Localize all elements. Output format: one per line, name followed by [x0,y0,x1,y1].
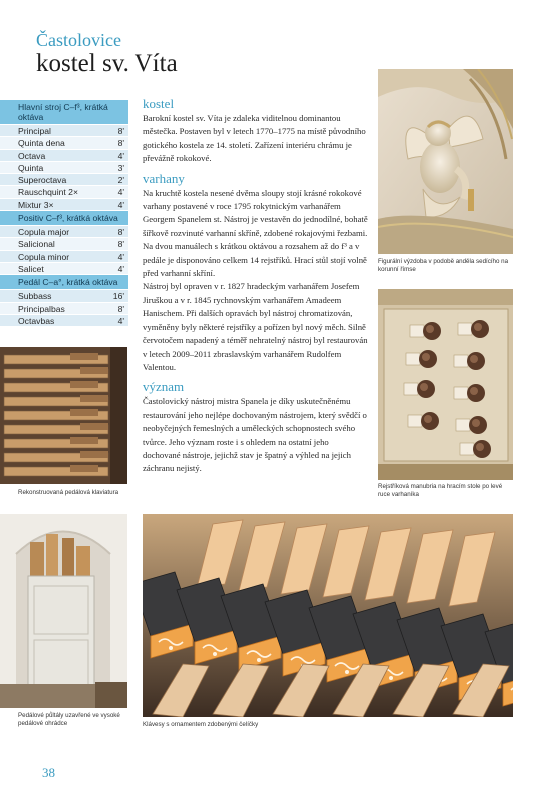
photo-pedal-towers [0,514,127,708]
stop-row [0,199,128,211]
caption-angel: Figurální výzdoba v podobě anděla sedícího na korunní římse [378,258,509,273]
photo-angel-sculpture [378,69,513,254]
stop-size: 8' [117,138,124,149]
stop-row [0,251,128,263]
stop-size: 8' [117,126,124,136]
photo-keyboard [143,514,513,717]
section-heading-kostel: kostel [143,96,175,111]
stop-name: Quinta dena [18,138,65,149]
stop-size: 4' [117,199,124,210]
stop-row [0,186,128,198]
stop-size: 4' [117,251,124,262]
caption-keyboard: Klávesy s ornamentem zdobenými čelíčky [143,721,259,728]
stop-size: 4' [117,315,124,326]
town-name: Častolovice [36,30,121,50]
section-heading-vyznam: význam [143,379,185,395]
manual2-header: Positiv C–f³, krátká oktáva [0,211,128,226]
stop-size: 8' [117,303,124,314]
page-number: 38 [42,765,55,780]
stop-name: Subbass [18,291,52,302]
photo-pedalboard [0,347,127,484]
pedal-header: Pedál C–a°, krátká oktáva [0,275,128,290]
stop-name: Principalbas [18,303,65,314]
stop-name: Superoctava [18,175,67,186]
stop-size: 16' [112,291,124,302]
photo-stop-knobs [378,289,513,480]
stop-list-table [0,100,128,327]
section-heading-varhany: varhany [143,170,185,186]
manual1-header: Hlavní stroj C–f³, krátká oktáva [0,100,128,125]
section-text-varhany-2: Nástroj byl opraven v r. 1827 hradeckým varhanářem Josefem Jiruškou a v r. 1845 rychnovským varhanářem Amadeem Hanischem. Při dalších opravách byl nástroj chromatizován, vyměněny byly některé rejstříky a pořízen byl nový měch. Silně červotočem napadený a téměř nehratelný nástroj byl restaurován v letech 2009–2011 zbraslavským varhanářem Rudolfem Valentou. [143,281,368,372]
stop-name: Octavbas [18,315,55,326]
stop-row [0,315,128,327]
section-text-varhany-1: Na kruchtě kostela nesené dvěma sloupy stojí krásné rokokové varhany postavené v roce 1795 rokytnickým varhanářem Georgem Spanelem st. Nástroj je vestavěn do jednodílné, bohatě šířkově rozvinuté varhanní skříně, zdobené rokajovými řezbami. Na dvou manuálech s krátkou oktávou a rozsahem až do f³ a v pedále je disponováno celkem 14 rejstříků. Hrací stůl stojí volně před varhanní skříní. [143,187,368,279]
stop-name: Octava [18,150,46,161]
church-title: kostel sv. Víta [36,50,178,77]
caption-towers: Pedálové půltály uzavřené ve vysoké pedálové ohrádce [18,712,120,727]
stop-row [0,174,128,186]
stop-row [0,290,128,302]
stop-row [0,137,128,149]
stop-name: Principal [18,126,51,136]
stop-size: 8' [117,239,124,250]
stop-name: Copula major [18,227,70,238]
stop-size: 4' [117,187,124,198]
caption-knobs: Rejstříková manubria na hracím stole po levé ruce varhaníka [378,483,503,498]
stop-row [0,303,128,315]
stop-name: Rauschquint 2× [18,187,78,198]
stop-row [0,263,128,275]
stop-name: Salicional [18,239,55,250]
stop-row [0,226,128,238]
section-text-vyznam: Častolovický nástroj mistra Spanela je díky uskutečněnému restaurování jeho nejlépe dochovaným nástrojem, který svědčí o neobyčejných řemeslných a uměleckých schopnostech svého tvůrce. Jeho význam roste i s ohledem na ostatní jeho dochované nástroje, jejichž stav je špatný a výhled na jejich záchranu nejistý. [143,396,367,474]
caption-pedalboard: Rekonstruovaná pedálová klaviatura [18,489,119,496]
stop-size: 3' [117,162,124,173]
stop-size: 4' [117,150,124,161]
stop-name: Salicet [18,263,44,274]
stop-row [0,162,128,174]
stop-row [0,150,128,162]
stop-size: 8' [117,227,124,238]
article-text [143,96,368,481]
stop-name: Copula minor [18,251,70,262]
stop-row [0,238,128,250]
stop-row [0,125,128,137]
section-text-kostel: Barokní kostel sv. Víta je zdaleka viditelnou dominantou městečka. Postaven byl v letech 1770–1775 na místě původního gotického kostela ze 14. století. Zařízení interiéru chrámu je převážně rokokové. [143,113,366,164]
stop-size: 2' [117,175,124,186]
stop-name: Mixtur 3× [18,199,54,210]
stop-size: 4' [117,263,124,274]
stop-name: Quinta [18,162,44,173]
